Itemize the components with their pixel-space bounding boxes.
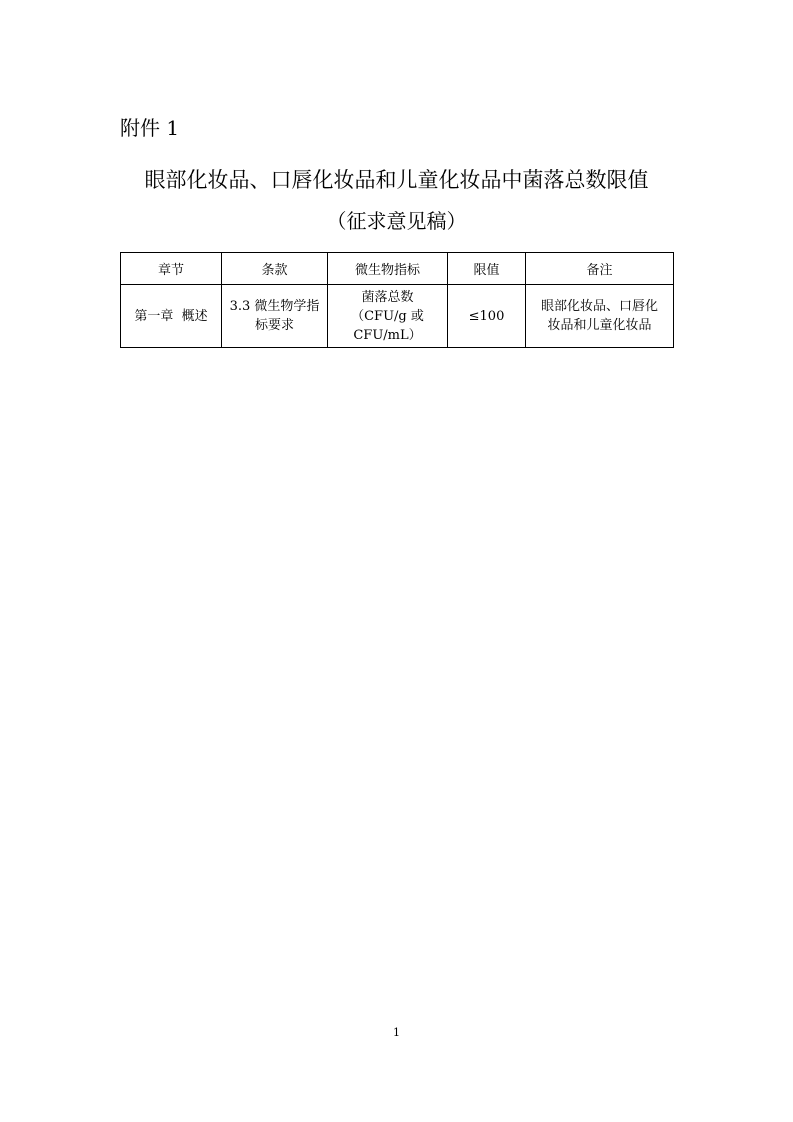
cell-chapter [121,285,222,348]
limits-table [120,252,674,348]
document-title: 眼部化妆品、口唇化妆品和儿童化妆品中菌落总数限值 [144,168,649,192]
remark-line-1: 眼部化妆品、口唇化 [540,299,658,314]
indicator-line-1: 菌落总数 [361,289,414,305]
document-subtitle: （征求意见稿） [326,209,467,233]
header-limit: 限值 [448,253,526,285]
cell-remark [526,285,674,348]
table-row [121,285,674,348]
clause-line-2: 标要求 [254,318,294,333]
header-indicator: 微生物指标 [328,253,448,285]
table-header-row [121,253,674,285]
header-clause: 条款 [222,253,328,285]
clause-line-1: 3.3 微生物学指 [229,299,320,314]
cell-indicator [328,285,448,348]
header-remark: 备注 [526,253,674,285]
indicator-line-2: （CFU/g 或 [351,308,424,324]
limit-value: ≤100 [468,308,505,324]
cell-limit [448,285,526,348]
attachment-label: 附件 1 [120,116,180,140]
header-chapter: 章节 [121,253,222,285]
cell-clause [222,285,328,348]
remark-line-2: 妆品和儿童化妆品 [547,318,652,333]
indicator-line-3: CFU/mL） [353,327,422,343]
page-number: 1 [393,1026,400,1039]
chapter-text: 第一章 概述 [134,308,208,324]
